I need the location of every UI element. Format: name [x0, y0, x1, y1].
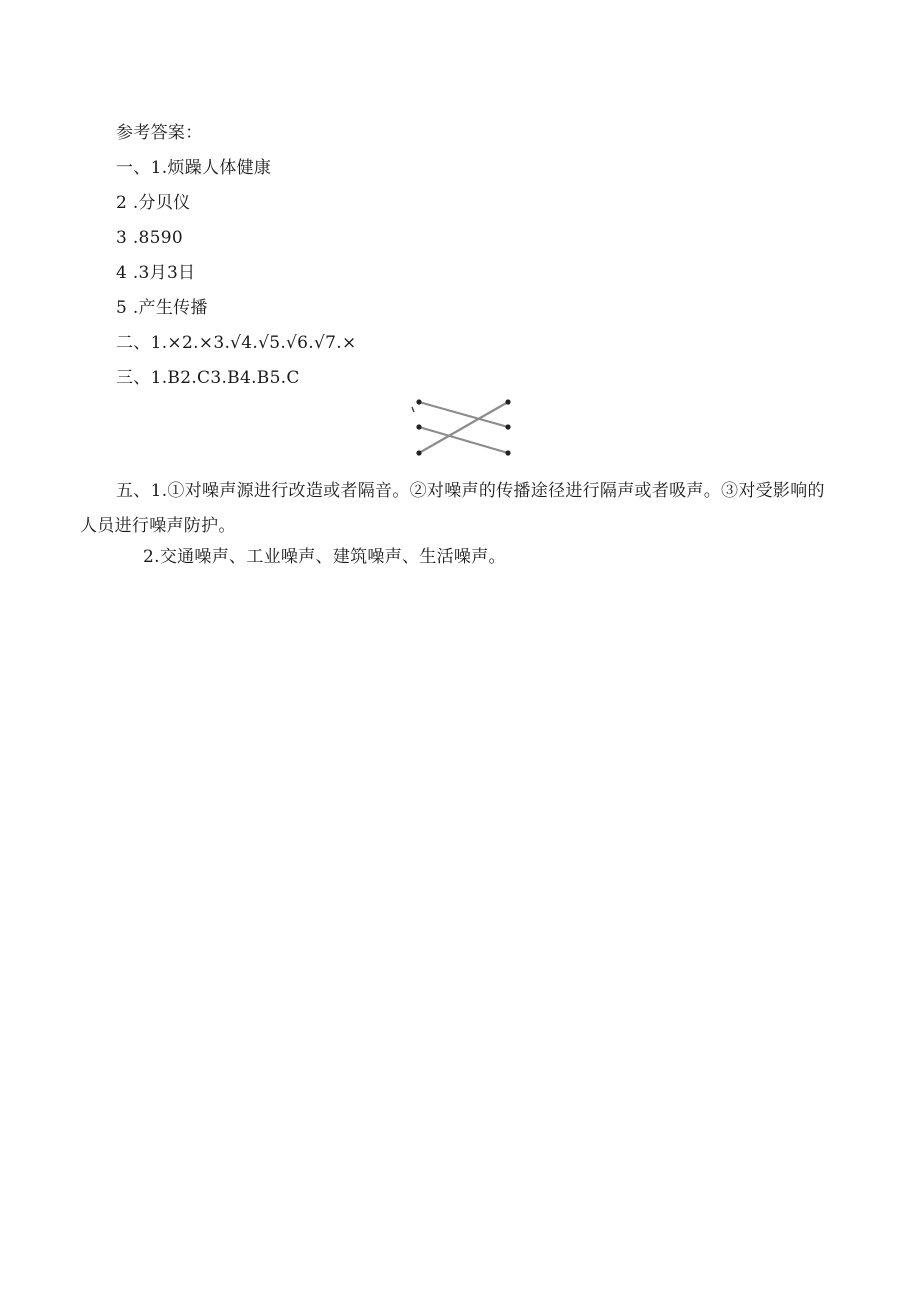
left-dot-3 [416, 450, 421, 455]
section2-answers: 二、1.×2.×3.√4.√5.√6.√7.× [116, 333, 357, 353]
section5-answer-2: 2.交通噪声、工业噪声、建筑噪声、生活噪声。 [143, 547, 506, 567]
matching-line-3 [419, 402, 508, 453]
matching-line-2 [419, 427, 508, 453]
right-dot-2 [505, 424, 510, 429]
section3-answers: 三、1.B2.C3.B4.B5.C [116, 368, 300, 388]
left-dot-2 [416, 424, 421, 429]
answer-heading: 参考答案： [116, 123, 203, 143]
matching-line-1 [419, 402, 508, 427]
section5-answer-1: 五、1.①对噪声源进行改造或者隔音。②对噪声的传播途径进行隔声或者吸声。③对受影响的人员进行噪声防护。 [80, 481, 825, 536]
section1-answer-5: 5 .产生传播 [116, 298, 208, 318]
section1-answer-3: 3 .8590 [116, 228, 183, 248]
section1-answer-1: 一、1.烦躁人体健康 [116, 158, 272, 178]
matching-lines-figure [408, 396, 518, 458]
tick-mark [412, 407, 414, 412]
section1-answer-4: 4 .3月3日 [116, 263, 196, 283]
right-dot-1 [505, 399, 510, 404]
left-dot-1 [416, 399, 421, 404]
section1-answer-2: 2 .分贝仪 [116, 193, 191, 213]
right-dot-3 [505, 450, 510, 455]
